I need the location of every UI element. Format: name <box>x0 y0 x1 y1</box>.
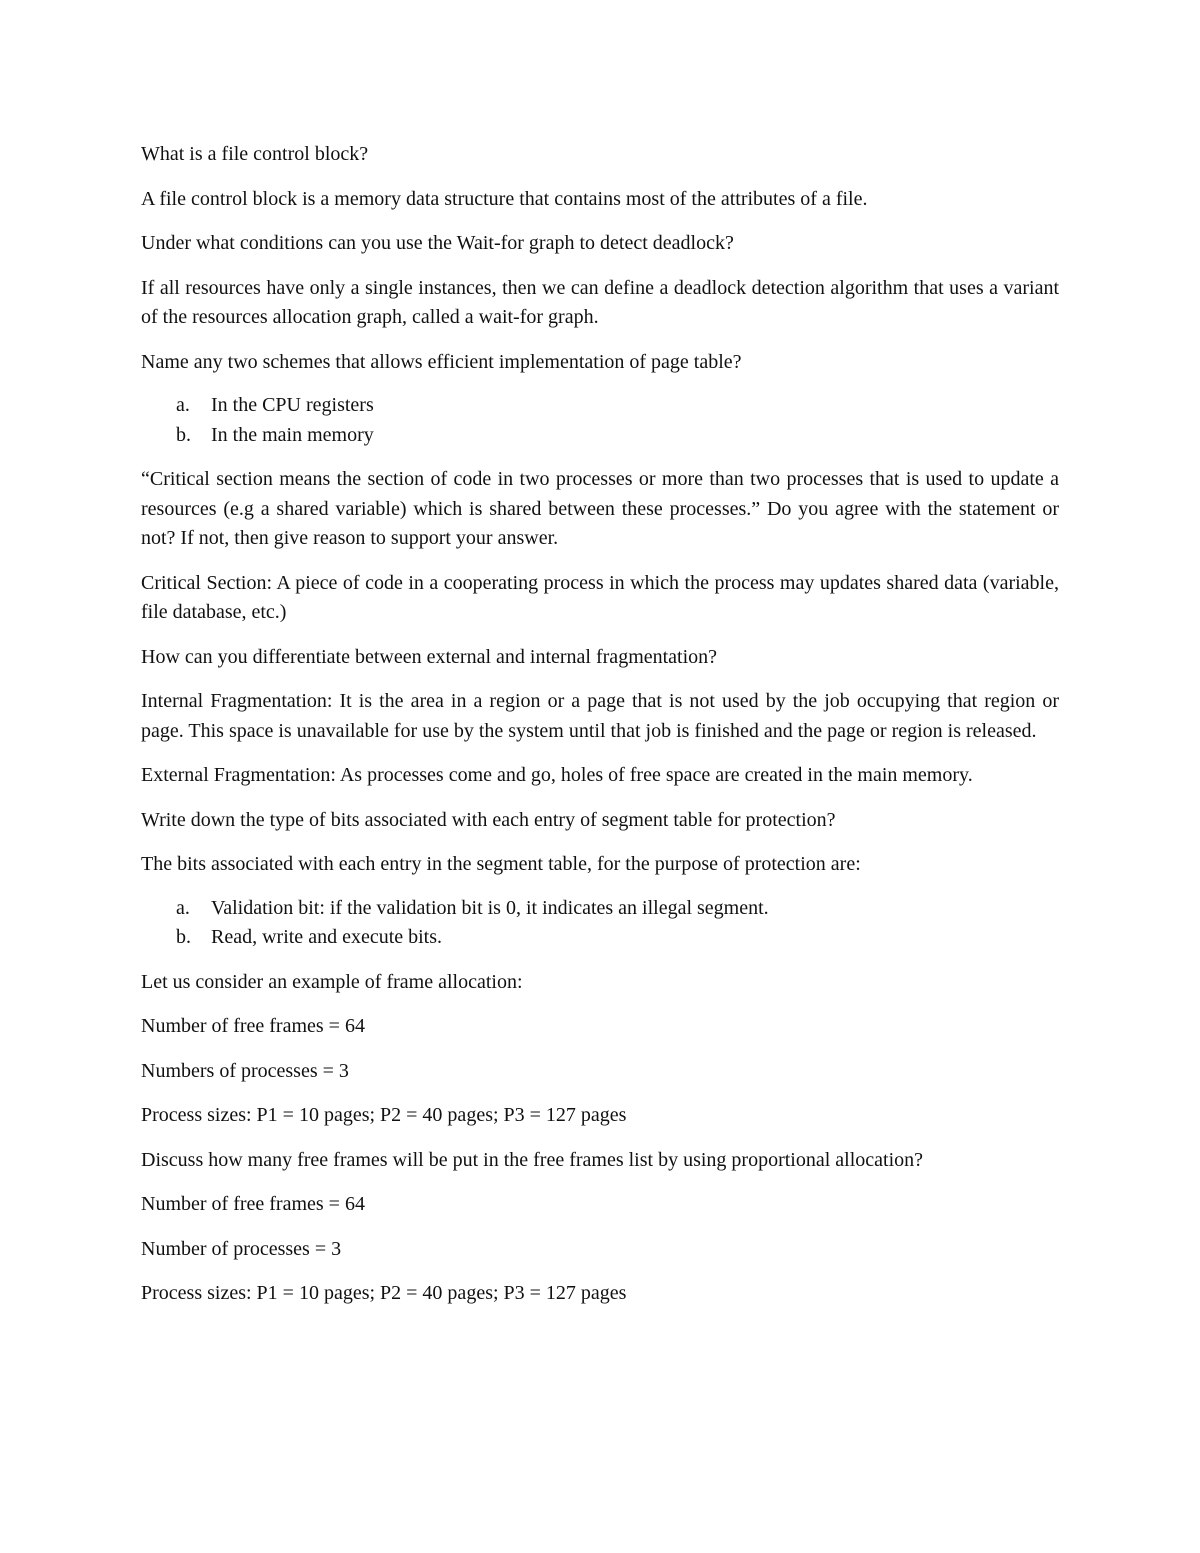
list-item <box>141 421 1059 451</box>
answer-critical-section: Critical Section: A piece of code in a cooperating process in which the process may updates shared data (variable, file database, etc.) <box>141 571 1059 623</box>
answer-process-sizes: Process sizes: P1 = 10 pages; P2 = 40 pages; P3 = 127 pages <box>141 1282 627 1304</box>
answer-segment-bits-list <box>141 894 1059 953</box>
list-item-text: In the CPU registers <box>211 394 374 416</box>
answer-external-fragmentation: External Fragmentation: As processes come and go, holes of free space are created in the main memory. <box>141 764 973 786</box>
example-processes: Numbers of processes = 3 <box>141 1059 349 1082</box>
answer-page-table-list <box>141 391 1059 450</box>
list-item <box>141 923 1059 953</box>
list-marker: b. <box>176 423 191 446</box>
document-page <box>141 140 1059 1324</box>
answer-processes: Number of processes = 3 <box>141 1237 342 1260</box>
question-file-control-block: What is a file control block? <box>141 143 369 165</box>
question-segment-table-bits: Write down the type of bits associated with each entry of segment table for protection? <box>141 808 836 831</box>
example-intro: Let us consider an example of frame allocation: <box>141 970 523 993</box>
answer-wait-for-graph: If all resources have only a single instances, then we can define a deadlock detection algorithm that uses a variant of the resources allocation graph, called a wait-for graph. <box>141 276 1059 328</box>
list-marker: a. <box>176 896 190 919</box>
list-item <box>141 894 1059 924</box>
answer-file-control-block: A file control block is a memory data structure that contains most of the attributes of a file. <box>141 187 868 210</box>
list-item-text: Validation bit: if the validation bit is 0, it indicates an illegal segment. <box>211 896 769 919</box>
answer-free-frames: Number of free frames = 64 <box>141 1193 365 1215</box>
answer-segment-table-intro: The bits associated with each entry in the segment table, for the purpose of protection are: <box>141 853 861 875</box>
example-process-sizes: Process sizes: P1 = 10 pages; P2 = 40 pages; P3 = 127 pages <box>141 1104 627 1126</box>
question-fragmentation: How can you differentiate between external and internal fragmentation? <box>141 645 718 668</box>
list-item <box>141 391 1059 421</box>
question-wait-for-graph: Under what conditions can you use the Wait-for graph to detect deadlock? <box>141 232 734 254</box>
answer-internal-fragmentation: Internal Fragmentation: It is the area in a region or a page that is not used by the job occupying that region or page. This space is unavailable for use by the system until that job is finished and the page or region is released. <box>141 690 1059 742</box>
question-page-table-schemes: Name any two schemes that allows efficient implementation of page table? <box>141 350 742 373</box>
list-marker: a. <box>176 394 190 416</box>
question-proportional-allocation: Discuss how many free frames will be put in the free frames list by using proportional allocation? <box>141 1148 924 1171</box>
example-free-frames: Number of free frames = 64 <box>141 1015 365 1037</box>
list-item-text: In the main memory <box>211 423 374 446</box>
question-critical-section: “Critical section means the section of code in two processes or more than two processes that is used to update a resources (e.g a shared variable) which is shared between these processes.” Do you agree with the statement or not? If not, then give reason to support your answer. <box>141 468 1059 549</box>
list-item-text: Read, write and execute bits. <box>211 926 443 948</box>
list-marker: b. <box>176 926 191 948</box>
